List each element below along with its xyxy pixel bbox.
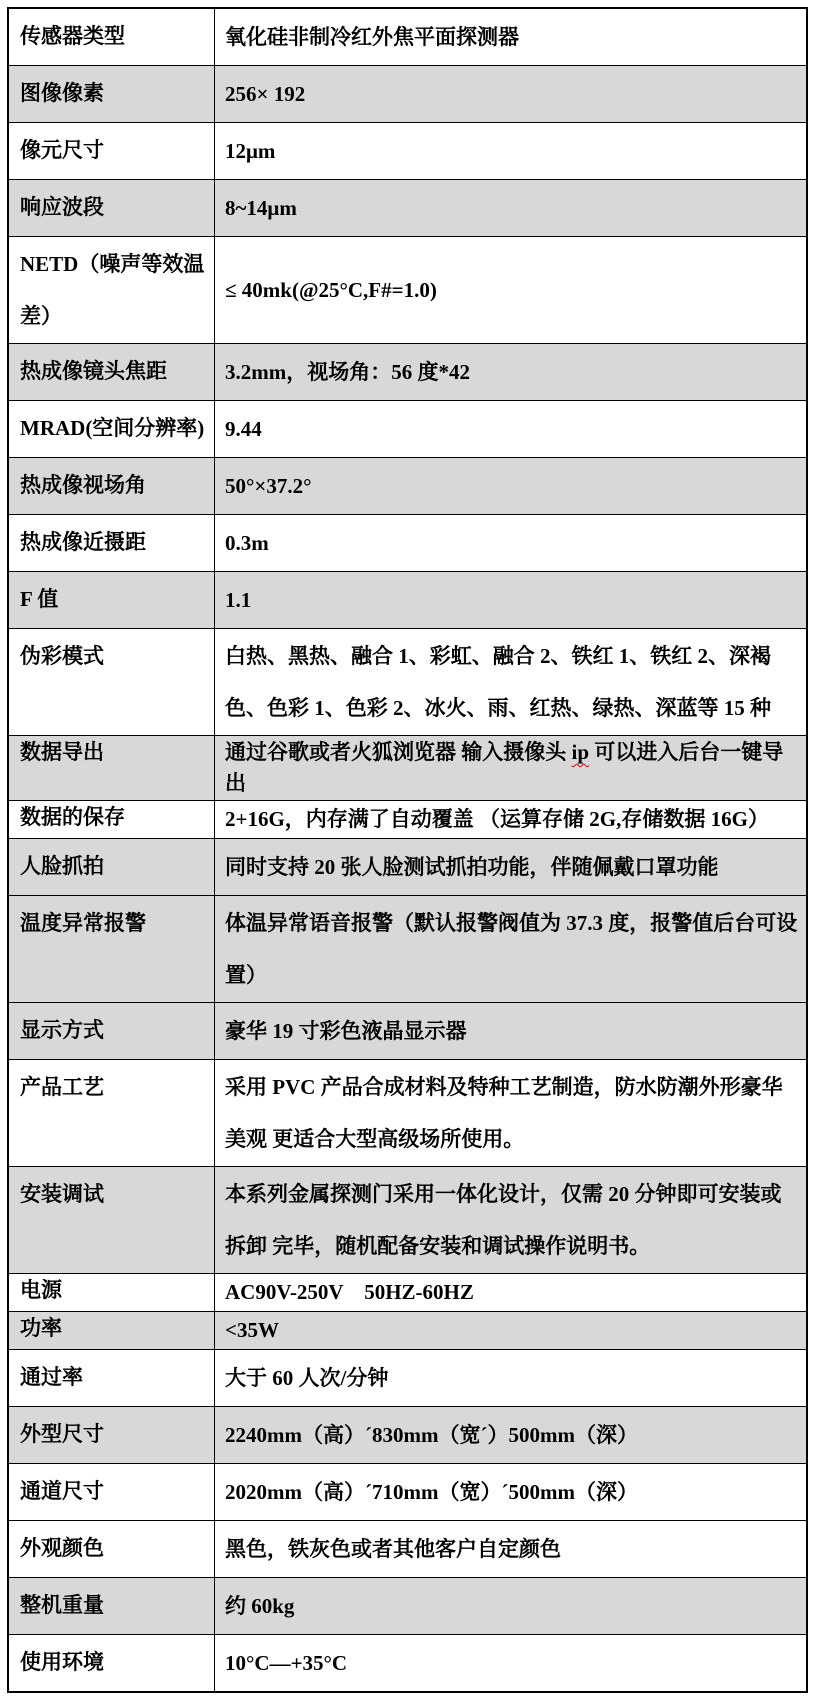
spec-label: 人脸抓拍 <box>8 839 215 896</box>
spec-table <box>7 7 808 1693</box>
spec-row <box>8 1635 807 1693</box>
spec-row <box>8 1578 807 1635</box>
spec-value: AC90V-250V 50HZ-60HZ <box>215 1274 808 1312</box>
spec-value: 黑色，铁灰色或者其他客户自定颜色 <box>215 1521 808 1578</box>
spec-row <box>8 1312 807 1350</box>
spec-label: 通道尺寸 <box>8 1464 215 1521</box>
spec-label: 安装调试 <box>8 1167 215 1274</box>
spec-value: <35W <box>215 1312 808 1350</box>
spec-row <box>8 123 807 180</box>
spec-label: 电源 <box>8 1274 215 1312</box>
spec-row <box>8 237 807 344</box>
spec-label: 使用环境 <box>8 1635 215 1693</box>
spec-label: MRAD(空间分辨率) <box>8 401 215 458</box>
spec-row <box>8 1003 807 1060</box>
spec-table-body <box>8 8 807 1692</box>
spec-value: 豪华 19 寸彩色液晶显示器 <box>215 1003 808 1060</box>
spec-label: 热成像镜头焦距 <box>8 344 215 401</box>
spec-row <box>8 629 807 736</box>
spec-row <box>8 66 807 123</box>
spec-row <box>8 515 807 572</box>
spec-row <box>8 401 807 458</box>
spec-value: 1.1 <box>215 572 808 629</box>
spec-row <box>8 1350 807 1407</box>
spec-label: 显示方式 <box>8 1003 215 1060</box>
spec-value: 256× 192 <box>215 66 808 123</box>
spec-value: 同时支持 20 张人脸测试抓拍功能，伴随佩戴口罩功能 <box>215 839 808 896</box>
spec-label: 外观颜色 <box>8 1521 215 1578</box>
spec-label: 整机重量 <box>8 1578 215 1635</box>
spec-value: 2020mm（高）´710mm（宽）´500mm（深） <box>215 1464 808 1521</box>
spec-row <box>8 839 807 896</box>
spec-label: 响应波段 <box>8 180 215 237</box>
spec-row <box>8 1274 807 1312</box>
spec-label: 外型尺寸 <box>8 1407 215 1464</box>
spec-label: 数据的保存 <box>8 801 215 839</box>
spec-row <box>8 736 807 801</box>
spec-value: 10°C—+35°C <box>215 1635 808 1693</box>
spec-value: 白热、黑热、融合 1、彩虹、融合 2、铁红 1、铁红 2、深褐色、色彩 1、色彩 2、冰火、雨、红热、绿热、深蓝等 15 种 <box>215 629 808 736</box>
spec-label: 通过率 <box>8 1350 215 1407</box>
spec-row <box>8 1167 807 1274</box>
spec-row <box>8 572 807 629</box>
spec-label: 数据导出 <box>8 736 215 801</box>
spec-row <box>8 1060 807 1167</box>
spec-row <box>8 1521 807 1578</box>
spec-label: 功率 <box>8 1312 215 1350</box>
spec-value: 2+16G，内存满了自动覆盖 （运算存储 2G,存储数据 16G） <box>215 801 808 839</box>
spec-row <box>8 1407 807 1464</box>
spec-row <box>8 8 807 66</box>
spec-label: 热成像视场角 <box>8 458 215 515</box>
spec-label: 产品工艺 <box>8 1060 215 1167</box>
spec-value: 本系列金属探测门采用一体化设计，仅需 20 分钟即可安装或拆卸 完毕，随机配备安装和调试操作说明书。 <box>215 1167 808 1274</box>
spec-value: 9.44 <box>215 401 808 458</box>
spec-value: 50°×37.2° <box>215 458 808 515</box>
spec-label: 传感器类型 <box>8 8 215 66</box>
spec-value: 通过谷歌或者火狐浏览器 输入摄像头 ip 可以进入后台一键导出 <box>215 736 808 801</box>
spec-value: 3.2mm，视场角：56 度*42 <box>215 344 808 401</box>
spec-value: 0.3m <box>215 515 808 572</box>
spec-row <box>8 180 807 237</box>
spec-value: 约 60kg <box>215 1578 808 1635</box>
spec-row <box>8 801 807 839</box>
spellcheck-underline: ip <box>571 740 590 764</box>
spec-value: 大于 60 人次/分钟 <box>215 1350 808 1407</box>
spec-value: 采用 PVC 产品合成材料及特种工艺制造，防水防潮外形豪华美观 更适合大型高级场所使用。 <box>215 1060 808 1167</box>
spec-label: 像元尺寸 <box>8 123 215 180</box>
spec-value: ≤ 40mk(@25°C,F#=1.0) <box>215 237 808 344</box>
spec-label: NETD（噪声等效温差） <box>8 237 215 344</box>
spec-label: F 值 <box>8 572 215 629</box>
spec-label: 图像像素 <box>8 66 215 123</box>
spec-label: 伪彩模式 <box>8 629 215 736</box>
spec-value: 氧化硅非制冷红外焦平面探测器 <box>215 8 808 66</box>
spec-row <box>8 458 807 515</box>
spec-row <box>8 896 807 1003</box>
spec-row <box>8 1464 807 1521</box>
spec-value: 体温异常语音报警（默认报警阀值为 37.3 度，报警值后台可设置） <box>215 896 808 1003</box>
spec-label: 温度异常报警 <box>8 896 215 1003</box>
spec-row <box>8 344 807 401</box>
spec-value: 12μm <box>215 123 808 180</box>
spec-value: 2240mm（高）´830mm（宽´）500mm（深） <box>215 1407 808 1464</box>
spec-value: 8~14μm <box>215 180 808 237</box>
spec-label: 热成像近摄距 <box>8 515 215 572</box>
